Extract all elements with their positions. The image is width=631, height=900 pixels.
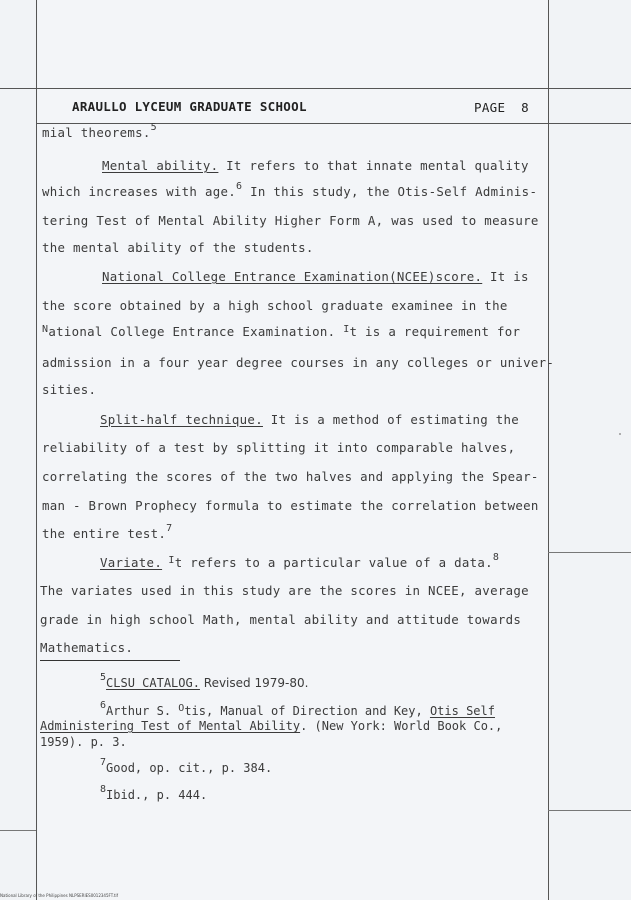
- body-line: $^N$ational College Entrance Examination. $^I$t is a requirement for: [42, 324, 521, 339]
- term-ncee: National College Entrance Examination(NCEE)score.: [102, 269, 483, 284]
- footnote-7: $^7$Good, op. cit., p. 384.: [100, 757, 273, 775]
- school-name: ARAULLO LYCEUM GRADUATE SCHOOL: [72, 99, 307, 114]
- body-line: which increases with age.$^6$ In this study, the Otis-Self Adminis-: [42, 181, 538, 199]
- footnote-6-cont-2: 1959). p. 3.: [40, 735, 127, 749]
- body-line: The variates used in this study are the scores in NCEE, average: [40, 583, 529, 598]
- left-margin-line: [36, 0, 37, 900]
- term-variate: Variate.: [100, 555, 163, 570]
- body-line: Variate. $^I$t refers to a particular value of a data.$^8$: [100, 552, 500, 570]
- body-line: the score obtained by a high school graduate examinee in the: [42, 298, 508, 313]
- body-line: mial theorems.$^5$: [42, 122, 157, 140]
- body-line: Mathematics.: [40, 640, 134, 655]
- term-split-half: Split-half technique.: [100, 412, 263, 427]
- footnote-separator: [40, 660, 180, 661]
- body-line: admission in a four year degree courses in any colleges or univer-: [42, 355, 555, 370]
- term-mental-ability: Mental ability.: [102, 158, 219, 173]
- right-rule-1: [548, 552, 631, 553]
- body-line: the entire test.$^7$: [42, 523, 173, 541]
- footnote-8: $^8$Ibid., p. 444.: [100, 784, 208, 802]
- scan-footer: National Library of the Philippines NLPSERIES0012345FT.tif: [0, 893, 119, 898]
- body-line: man - Brown Prophecy formula to estimate the correlation between: [42, 498, 539, 513]
- body-line: grade in high school Math, mental ability and attitude towards: [40, 612, 522, 627]
- body-line: tering Test of Mental Ability Higher Form A, was used to measure: [42, 213, 539, 228]
- body-line: Split-half technique. It is a method of estimating the: [100, 412, 520, 427]
- footnote-6: $^6$Arthur S. $^O$tis, Manual of Direction and Key, Otis Self: [100, 700, 495, 718]
- page-number: 8: [521, 100, 529, 115]
- body-line: the mental ability of the students.: [42, 240, 314, 255]
- body-line: Mental ability. It refers to that innate mental quality: [102, 158, 529, 173]
- top-rule-2: [36, 123, 631, 124]
- footnote-6-cont: Administering Test of Mental Ability. (New York: World Book Co.,: [40, 719, 503, 733]
- top-rule-1: [0, 88, 631, 89]
- right-margin-line: [548, 0, 549, 900]
- page-label-text: PAGE: [474, 100, 506, 115]
- footnote-5: $^5$CLSU CATALOG. Revised 1979-80.: [100, 672, 309, 690]
- body-line: correlating the scores of the two halves and applying the Spear-: [42, 469, 539, 484]
- right-rule-2: [548, 810, 631, 811]
- body-line: National College Entrance Examination(NCEE)score. It is: [102, 269, 529, 284]
- body-line: reliability of a test by splitting it into comparable halves,: [42, 440, 516, 455]
- left-rule: [0, 830, 36, 831]
- page-label: [474, 100, 529, 115]
- scan-speck: [619, 433, 621, 435]
- body-line: sities.: [42, 382, 97, 397]
